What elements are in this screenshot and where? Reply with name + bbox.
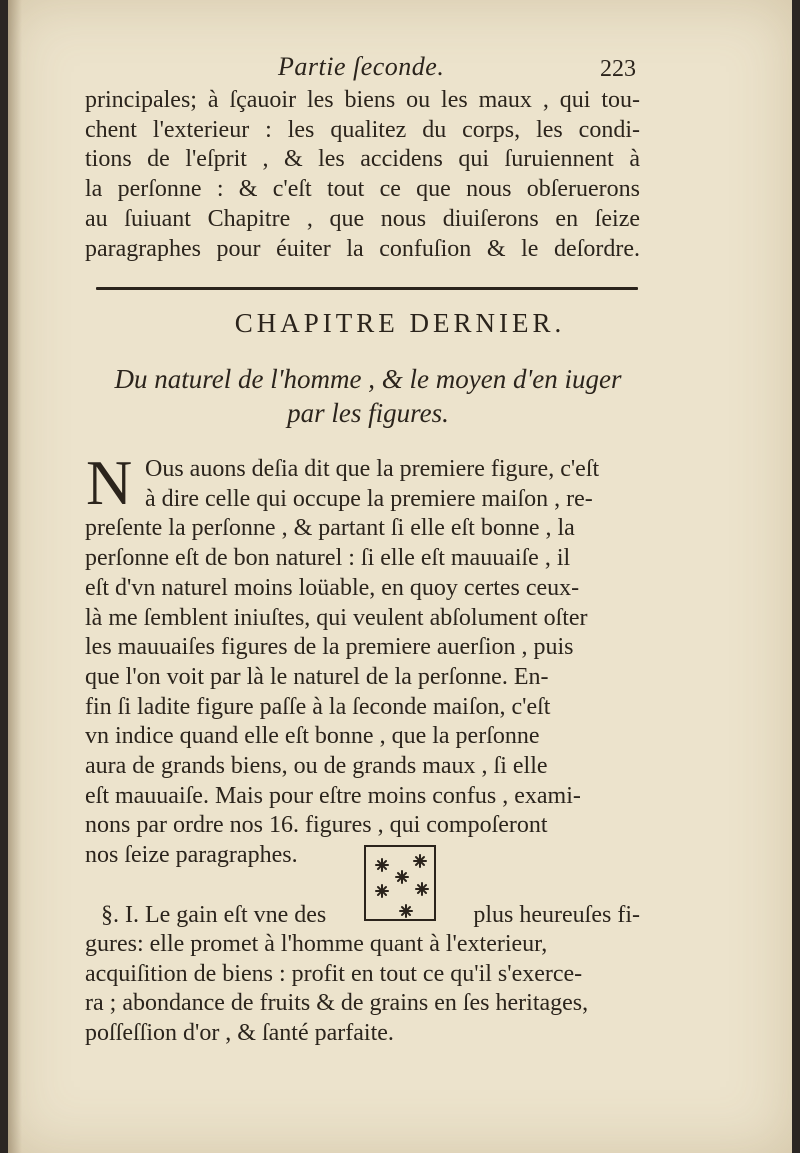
text-line: la perſonne : & c'eſt tout ce que nous obſeruerons <box>85 176 640 203</box>
text-line: eſt d'vn naturel moins loüable, en quoy certes ceux- <box>85 574 580 601</box>
book-page <box>8 0 792 1153</box>
section-divider-rule <box>96 287 638 290</box>
star-mark <box>416 883 428 895</box>
text-line: nons par ordre nos 16. figures , qui compoſeront <box>85 812 548 839</box>
paragraph-1 <box>85 447 640 871</box>
text-line: principales; à ſçauoir les biens ou les maux , qui tou- <box>85 87 640 113</box>
star-mark <box>400 905 412 917</box>
text-line: preſente la perſonne , & partant ſi elle eſt bonne , la <box>85 515 575 542</box>
continuation-paragraph <box>85 86 640 264</box>
text-line: tions de l'eſprit , & les accidens qui ſuruiennent à <box>85 146 640 173</box>
chapter-subtitle-line-1: Du naturel de l'homme , & le moyen d'en iuger <box>114 364 622 394</box>
text-line: les mauuaiſes figures de la premiere auerſion , puis <box>85 634 574 661</box>
text-line: là me ſemblent iniuſtes, qui veulent abſolument oſter <box>85 604 588 631</box>
page-number: 223 <box>600 56 636 82</box>
drop-cap: N <box>86 447 133 518</box>
text-line: poſſeſſion d'or , & ſanté parfaite. <box>85 1020 394 1047</box>
text-line: nos ſeize paragraphes. <box>85 842 298 869</box>
star-mark <box>414 855 426 867</box>
star-mark <box>396 871 408 883</box>
text-line: gures: elle promet à l'homme quant à l'exterieur, <box>85 931 548 957</box>
geomantic-figure-icon <box>364 845 436 921</box>
text-line: à dire celle qui occupe la premiere maiſon , re- <box>145 485 593 512</box>
star-mark <box>376 885 388 897</box>
chapter-title: CHAPITRE DERNIER. <box>234 308 566 338</box>
text-line: chent l'exterieur : les qualitez du corps, les condi- <box>85 116 640 143</box>
chapter-subtitle-line-2: par les figures. <box>287 398 449 428</box>
section-1-heading-right: plus heureuſes fi- <box>473 902 640 928</box>
text-line: perſonne eſt de bon naturel : ſi elle eſt mauuaiſe , il <box>85 545 571 572</box>
text-line: aura de grands biens, ou de grands maux , ſi elle <box>85 753 548 780</box>
text-line: ra ; abondance de fruits & de grains en ſes heritages, <box>85 990 589 1017</box>
star-mark <box>376 859 388 871</box>
section-1-heading-left: §. I. Le gain eſt vne des <box>101 902 327 928</box>
section-1-paragraph <box>85 930 640 1049</box>
text-line: fin ſi ladite figure paſſe à la ſeconde maiſon, c'eſt <box>85 693 551 720</box>
text-line: eſt mauuaiſe. Mais pour eſtre moins confus , exami- <box>85 782 581 809</box>
text-line: paragraphes pour éuiter la confuſion & le deſordre. <box>85 235 640 262</box>
text-line: que l'on voit par là le naturel de la perſonne. En- <box>85 663 549 690</box>
text-line: vn indice quand elle eſt bonne , que la perſonne <box>85 723 540 750</box>
text-line: acquiſition de biens : profit en tout ce qu'il s'exerce- <box>85 960 583 987</box>
text-line: Ous auons deſia dit que la premiere figure, c'eſt <box>145 456 600 482</box>
text-line: au ſuiuant Chapitre , que nous diuiſerons en ſeize <box>85 205 640 232</box>
running-head: Partie ſeconde. <box>278 52 445 81</box>
